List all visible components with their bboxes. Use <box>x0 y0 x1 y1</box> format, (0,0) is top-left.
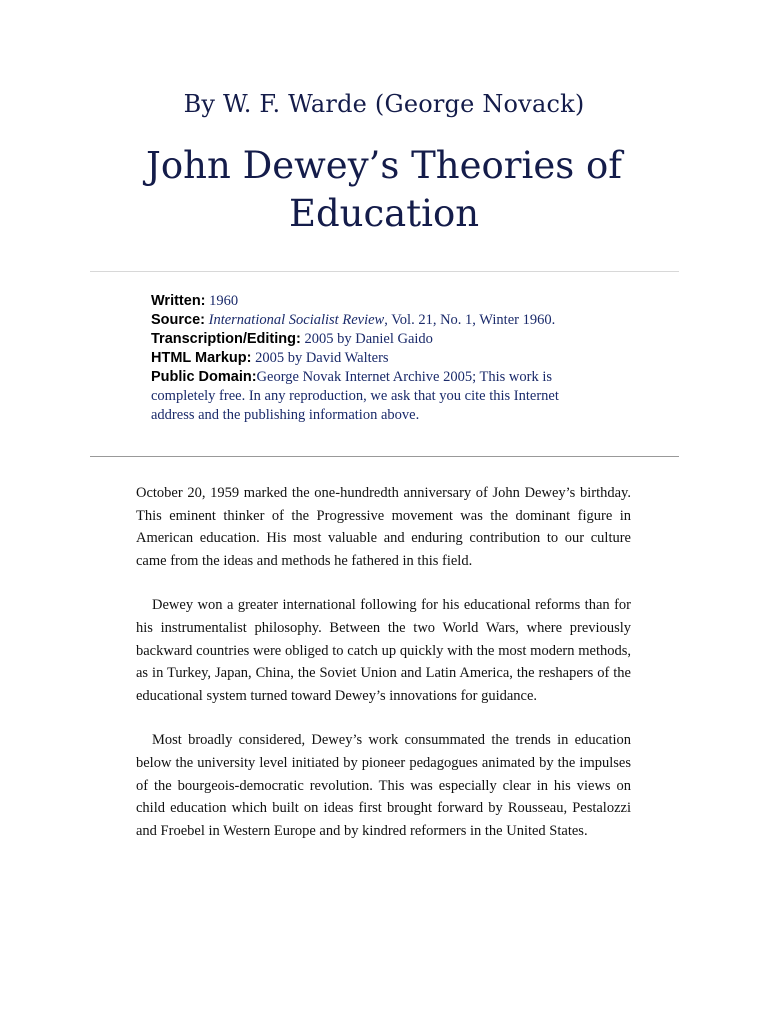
public-domain-value: George Novak Internet Archive 2005; This work is completely free. In any reproduction, we ask that you cite this Internet address and the publishing information above. <box>151 369 559 423</box>
source-details: , Vol. 21, No. 1, Winter 1960. <box>384 312 556 328</box>
public-domain-label: Public Domain: <box>151 369 257 385</box>
page-title: John Dewey’s Theories of Education <box>146 144 622 235</box>
written-value: 1960 <box>209 293 239 309</box>
transcription-line <box>151 330 591 349</box>
written-label: Written: <box>151 293 206 309</box>
section-divider <box>90 456 679 457</box>
written-line <box>151 292 591 311</box>
source-publication-link[interactable]: International Socialist Review <box>208 312 385 328</box>
article-body <box>136 482 631 864</box>
source-line <box>151 311 591 330</box>
markup-value: 2005 by David Walters <box>255 350 389 366</box>
transcription-label: Transcription/Editing: <box>151 331 301 347</box>
source-label: Source: <box>151 312 205 328</box>
transcription-value: 2005 by Daniel Gaido <box>304 331 433 347</box>
paragraph-1: October 20, 1959 marked the one-hundredth anniversary of John Dewey’s birthday. This eminent thinker of the Progressive movement was the dominant figure in American education. His most valuable and enduring contribution to our culture came from the ideas and methods he fathered in this field. <box>136 485 631 569</box>
author-byline: By W. F. Warde (George Novack) <box>183 90 585 118</box>
markup-label: HTML Markup: <box>151 350 252 366</box>
markup-line <box>151 349 591 368</box>
header-divider <box>90 271 679 272</box>
paragraph-3: Most broadly considered, Dewey’s work consummated the trends in education below the university level initiated by pioneer pedagogues animated by the impulses of the bourgeois-democratic revolution. This was especially clear in his views on child education which built on ideas first brought forward by Rousseau, Pestalozzi and Froebel in Western Europe and by kindred reformers in the United States. <box>136 732 631 839</box>
publication-info <box>151 292 591 425</box>
paragraph-2: Dewey won a greater international following for his educational reforms than for his instrumentalist philosophy. Between the two World Wars, where previously backward countries were obliged to catch up quickly with the most modern methods, as in Turkey, Japan, China, the Soviet Union and Latin America, the reshapers of the educational system turned toward Dewey’s innovations for guidance. <box>136 597 631 704</box>
public-domain-line <box>151 368 591 425</box>
